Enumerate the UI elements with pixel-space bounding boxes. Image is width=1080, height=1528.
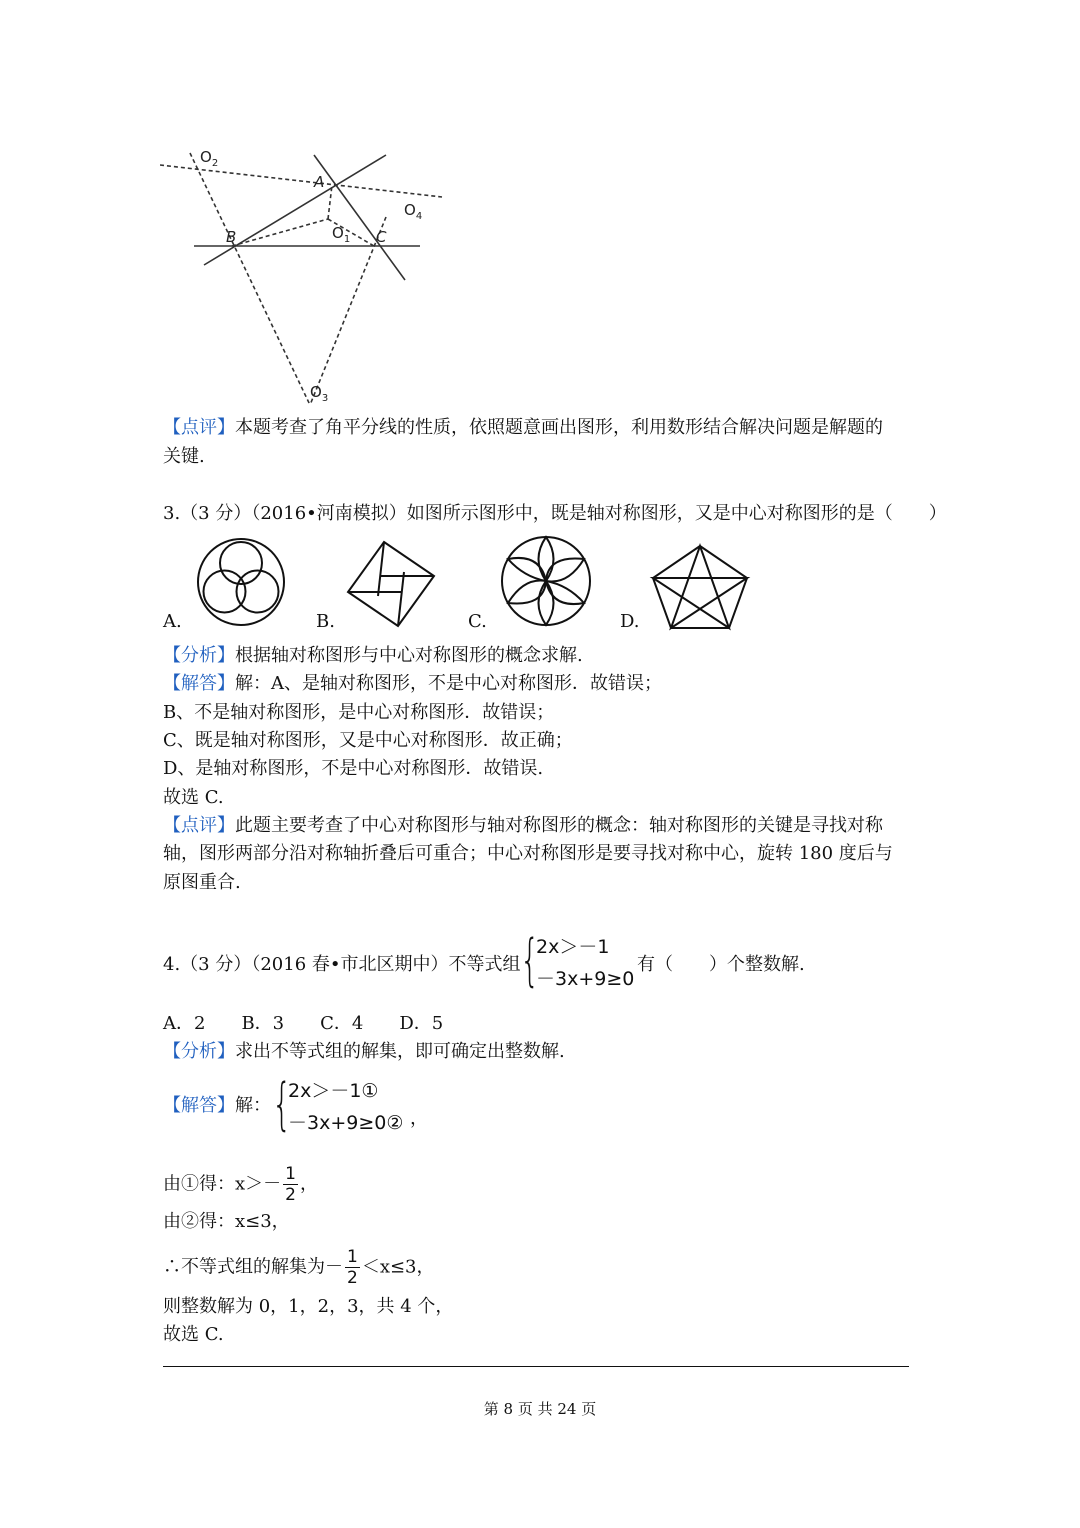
option-c-figure	[498, 533, 594, 629]
q4-step4: 则整数解为 0，1，2，3，共 4 个，	[163, 1296, 454, 1317]
fraction-one-half: $\frac{1}{2}$	[285, 1164, 296, 1205]
q4-ineq2: －3x+9≥0	[536, 968, 635, 990]
q4-answer-intro: 【解答】解：	[163, 1095, 271, 1116]
q4-stem-before: 4.（3 分）（2016 春•市北区期中）不等式组	[163, 954, 521, 975]
q4-sys1: 2x＞－1①	[288, 1080, 379, 1102]
option-d-figure	[648, 542, 752, 632]
fraction-one-half-2: $\frac{1}{2}$	[347, 1247, 358, 1288]
q2-comment-line2: 关键.	[163, 446, 205, 467]
page-number: 第 8 页 共 24 页	[483, 1400, 597, 1418]
angle-bisector-figure	[160, 135, 450, 410]
q3-answer-line4: D、是轴对称图形，不是中心对称图形．故错误.	[163, 758, 544, 779]
q3-answer-line3: C、既是轴对称图形，又是中心对称图形．故正确；	[163, 730, 573, 751]
label-b: B	[226, 228, 237, 246]
q4-step2: 由②得：x≤3，	[163, 1211, 290, 1232]
q3-stem: 3.（3 分）（2016•河南模拟）如图所示图形中，既是轴对称图形，又是中心对称图形的是（ ）	[163, 503, 947, 524]
label-o2: $O_2$	[200, 148, 219, 169]
label-o3: $O_3$	[310, 383, 329, 404]
q4-step1: 由①得：x＞－ $\frac{1}{2}$ ，	[163, 1164, 318, 1205]
q3-answer-line5: 故选 C.	[163, 787, 224, 808]
option-c-label: C.	[468, 611, 487, 632]
q4-step3: ∴不等式组的解集为－ $\frac{1}{2}$ ＜x≤3，	[163, 1247, 435, 1288]
q3-answer-line1: 【解答】解：A、是轴对称图形，不是中心对称图形．故错误；	[163, 673, 662, 694]
option-b-label: B.	[316, 611, 335, 632]
q3-comment-line2: 轴，图形两部分沿对称轴折叠后可重合；中心对称图形是要寻找对称中心，旋转 180 度后与	[163, 843, 893, 864]
q4-options: A．2 B．3 C．4 D．5	[163, 1013, 444, 1034]
label-o4: $O_4$	[404, 201, 423, 222]
footer-rule	[163, 1366, 909, 1367]
q3-comment-line1: 【点评】此题主要考查了中心对称图形与轴对称图形的概念：轴对称图形的关键是寻找对称	[163, 815, 883, 836]
label-c: C	[376, 228, 387, 246]
q4-analysis: 【分析】求出不等式组的解集，即可确定出整数解.	[163, 1041, 565, 1062]
q4-sys2: －3x+9≥0②	[288, 1112, 404, 1134]
label-a: A	[314, 173, 325, 191]
q3-comment-line3: 原图重合.	[163, 872, 241, 893]
q2-comment-line1: 【点评】本题考查了角平分线的性质，依照题意画出图形，利用数形结合解决问题是解题的	[163, 417, 883, 438]
option-a-figure	[195, 536, 287, 628]
q4-ineq1: 2x＞－1	[536, 936, 610, 958]
comment-tag: 【点评】	[163, 417, 235, 438]
q3-answer-line2: B、不是轴对称图形，是中心对称图形．故错误；	[163, 702, 555, 723]
q4-answer-brace: {	[272, 1072, 292, 1137]
q3-analysis: 【分析】根据轴对称图形与中心对称图形的概念求解.	[163, 645, 583, 666]
option-d-label: D.	[620, 611, 640, 632]
option-b-figure	[342, 538, 438, 630]
q4-stem-after: 有（ ）个整数解.	[637, 954, 805, 975]
q4-sys-comma: ，	[410, 1108, 428, 1129]
q4-brace: {	[520, 928, 540, 993]
option-a-label: A.	[163, 611, 182, 632]
q4-step5: 故选 C.	[163, 1324, 224, 1345]
label-o1: $O_1$	[332, 224, 351, 245]
